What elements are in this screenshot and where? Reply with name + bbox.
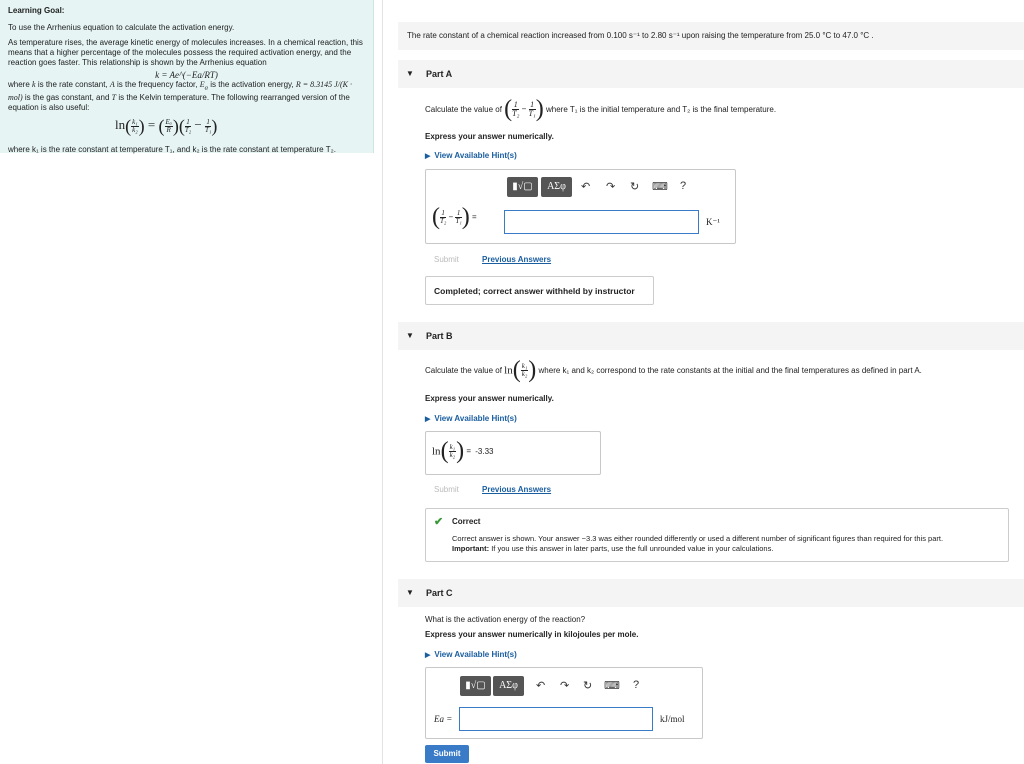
part-b-prompt: Calculate the value of ln( $\frac{\text{k₁}}{\text{k₂}}$ ) where k₁ and k₂ correspond to the rate constants at the initial and the final temperatures as defined in part A. (425, 357, 922, 383)
part-a-answer-box (425, 169, 736, 244)
panel-divider (382, 0, 383, 764)
part-a-hint-link[interactable]: ▶ View Available Hint(s) (425, 151, 517, 160)
expand-arrow-icon: ▶ (425, 416, 431, 423)
feedback-message: Correct answer is shown. Your answer −3.3 was either rounded differently or used a different number of significant figures than required for this part. Important: If you use this answer in later parts, use the full unrounded value in your calculations. (452, 534, 944, 553)
expand-arrow-icon: ▶ (425, 153, 431, 160)
rearranged-arrhenius-equation: ln( $\frac{\text{k₁}}{\text{k₂}}$ ) = ( $\frac{\text{Eₐ}}{R}$ )( $\frac{1}{\text{T₂}}$ − $\frac{1}{\text{T₁}}$ ) (115, 116, 218, 136)
part-b-feedback (425, 508, 1009, 562)
problem-statement: The rate constant of a chemical reaction increased from 0.100 s⁻¹ to 2.80 s⁻¹ upon raising the temperature from 25.0 °C to 47.0 °C . (398, 22, 1024, 50)
part-b-answer-box (425, 431, 601, 475)
learning-goal-where: where k₁ is the rate constant at temperature T₁, and k₂ is the rate constant at temperature T₂. (8, 145, 336, 154)
feedback-title: Correct (452, 517, 481, 526)
part-b-previous-answers-link[interactable]: Previous Answers (482, 485, 552, 494)
learning-goal-definitions: where k is the rate constant, A is the frequency factor, $E_a$ is the activation energy, R = 8.3145 J/(K · mol) is the gas constant, and T is the Kelvin temperature. The following rearranged version of the equation is also useful: (8, 80, 352, 113)
help-icon[interactable]: ? (680, 180, 687, 192)
part-c-label: Part C (426, 588, 453, 598)
templates-button[interactable]: ▮√▢ (507, 177, 538, 197)
collapse-triangle-icon[interactable]: ▼ (406, 588, 414, 597)
learning-goal-title: Learning Goal: (8, 6, 65, 15)
part-a-expression: ( $\frac{1}{\text{T₂}}$ − $\frac{1}{\text{T₁}}$ ) = (432, 204, 477, 230)
part-b-label: Part B (426, 331, 453, 341)
part-a-answer-input[interactable] (504, 210, 699, 234)
part-a-submit-button[interactable]: Submit (434, 255, 459, 264)
reset-icon[interactable]: ↻ (630, 181, 640, 193)
redo-icon[interactable]: ↷ (560, 680, 570, 692)
checkmark-icon: ✔ (434, 516, 444, 528)
collapse-triangle-icon[interactable]: ▼ (406, 69, 414, 78)
part-a-label: Part A (426, 69, 453, 79)
part-b-hint-link[interactable]: ▶ View Available Hint(s) (425, 414, 517, 423)
keyboard-icon[interactable]: ⌨ (604, 680, 620, 692)
part-a-header[interactable] (398, 60, 1024, 88)
learning-goal-intro: To use the Arrhenius equation to calculate the activation energy. (8, 23, 235, 32)
arrhenius-equation: k = Ae^(−Ea/RT) (155, 70, 218, 80)
help-icon[interactable]: ? (633, 679, 640, 691)
greek-letters-button[interactable]: ΑΣφ (541, 177, 572, 197)
part-c-express: Express your answer numerically in kilojoules per mole. (425, 630, 639, 639)
part-a-express: Express your answer numerically. (425, 132, 554, 141)
reset-icon[interactable]: ↻ (583, 680, 593, 692)
part-c-variable-label: Ea = (434, 714, 453, 724)
learning-goal-panel (0, 0, 374, 153)
redo-icon[interactable]: ↷ (606, 181, 616, 193)
expand-arrow-icon: ▶ (425, 652, 431, 659)
part-c-answer-box (425, 667, 703, 739)
part-a-previous-answers-link[interactable]: Previous Answers (482, 255, 552, 264)
greek-letters-button[interactable]: ΑΣφ (493, 676, 524, 696)
part-c-question: What is the activation energy of the reaction? (425, 615, 586, 624)
part-c-unit: kJ/mol (660, 714, 685, 724)
part-a-status: Completed; correct answer withheld by instructor (425, 276, 654, 305)
part-b-expression: ln( $\frac{\text{k₁}}{\text{k₂}}$ ) = -3.33 (432, 438, 494, 464)
part-a-prompt: Calculate the value of ( $\frac{1}{\text{T₂}}$ − $\frac{1}{\text{T₁}}$ ) where T₁ is the initial temperature and T₂ is the final temperature. (425, 96, 777, 122)
learning-goal-paragraph: As temperature rises, the average kinetic energy of molecules increases. In a chemical reaction, this means that a higher percentage of the molecules possess the required activation energy, and the reaction goes faster. This relationship is shown by the Arrhenius equation (8, 38, 363, 67)
undo-icon[interactable]: ↶ (581, 181, 591, 193)
part-c-header[interactable] (398, 579, 1024, 607)
part-b-submit-button[interactable]: Submit (434, 485, 459, 494)
undo-icon[interactable]: ↶ (536, 680, 546, 692)
part-c-submit-button[interactable]: Submit (425, 745, 469, 763)
part-b-express: Express your answer numerically. (425, 394, 554, 403)
templates-button[interactable]: ▮√▢ (460, 676, 491, 696)
part-c-hint-link[interactable]: ▶ View Available Hint(s) (425, 650, 517, 659)
part-a-unit: K⁻¹ (706, 217, 720, 227)
keyboard-icon[interactable]: ⌨ (652, 181, 668, 193)
part-c-answer-input[interactable] (459, 707, 653, 731)
part-b-answer-value[interactable]: -3.33 (475, 447, 494, 456)
part-b-header[interactable] (398, 322, 1024, 350)
collapse-triangle-icon[interactable]: ▼ (406, 331, 414, 340)
